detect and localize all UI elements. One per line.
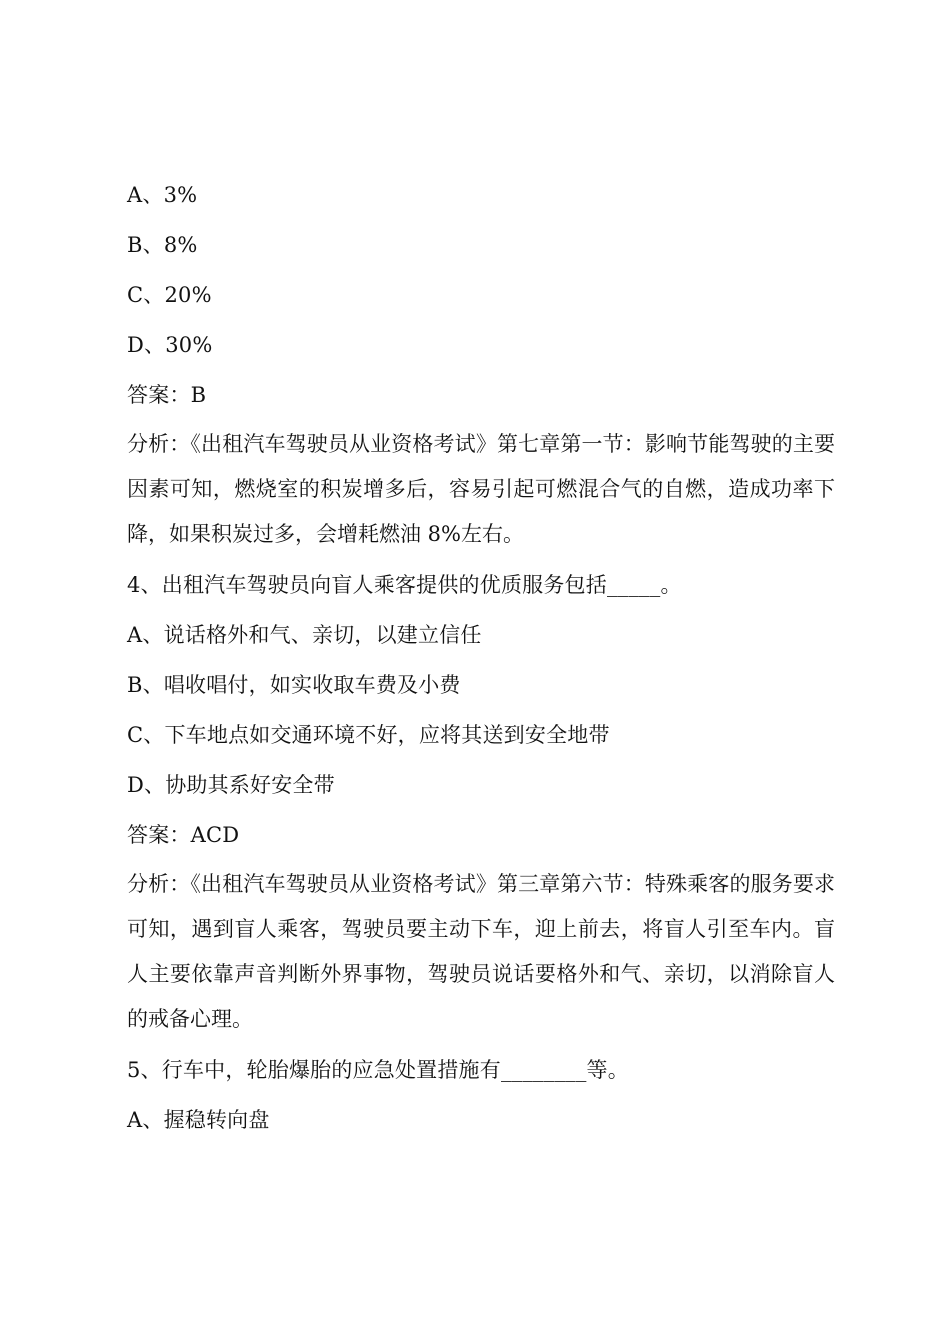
q4-question: 4、出租汽车驾驶员向盲人乘客提供的优质服务包括_____。 bbox=[127, 573, 682, 597]
q4-analysis: 分析：《出租汽车驾驶员从业资格考试》第三章第六节：特殊乘客的服务要求可知，遇到盲人乘客，驾驶员要主动下车，迎上前去，将盲人引至车内。盲人主要依靠声音判断外界事物，驾驶员说话要格外和气、亲切，以消除盲人的戒备心理。 bbox=[127, 872, 835, 1031]
q3-analysis: 分析：《出租汽车驾驶员从业资格考试》第七章第一节：影响节能驾驶的主要因素可知，燃烧室的积炭增多后，容易引起可燃混合气的自燃，造成功率下降，如果积炭过多，会增耗燃油 8%左右。 bbox=[127, 432, 835, 546]
q4-option-c: C、下车地点如交通环境不好，应将其送到安全地带 bbox=[127, 723, 610, 747]
q3-option-c: C、20% bbox=[127, 283, 212, 307]
q3-option-d: D、30% bbox=[127, 333, 213, 357]
q4-option-a: A、说话格外和气、亲切，以建立信任 bbox=[127, 623, 482, 647]
q5-question: 5、行车中，轮胎爆胎的应急处置措施有________等。 bbox=[127, 1058, 629, 1082]
q3-option-b: B、8% bbox=[127, 233, 198, 257]
q3-answer: 答案：B bbox=[127, 383, 207, 407]
q4-option-b: B、唱收唱付，如实收取车费及小费 bbox=[127, 673, 461, 697]
q5-option-a: A、握稳转向盘 bbox=[127, 1108, 270, 1132]
document-content bbox=[127, 170, 835, 1145]
q4-answer: 答案：ACD bbox=[127, 823, 240, 847]
q3-option-a: A、3% bbox=[127, 183, 198, 207]
q4-option-d: D、协助其系好安全带 bbox=[127, 773, 335, 797]
